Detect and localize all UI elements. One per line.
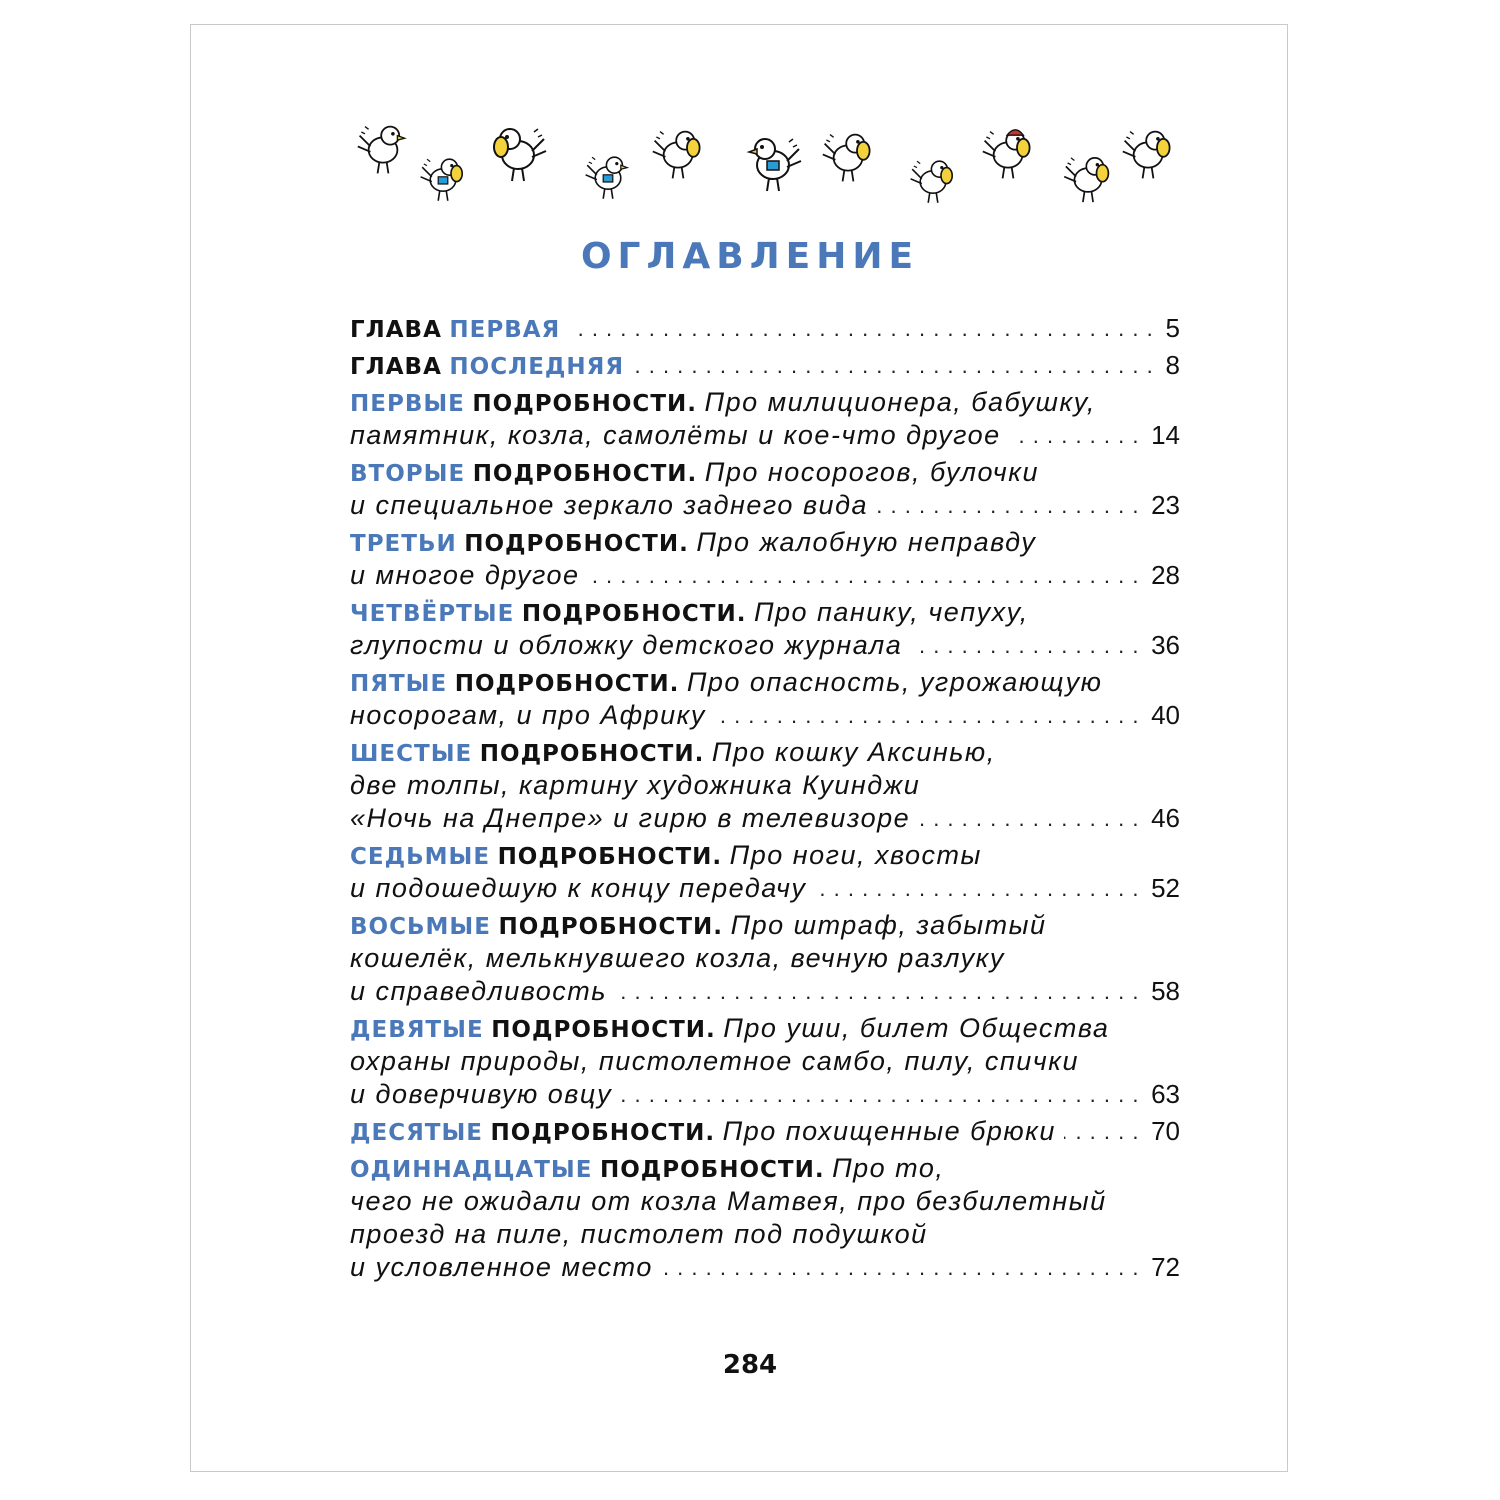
toc-line-text [350,667,1110,697]
toc-page-number: 5 [1162,312,1180,345]
toc-line-text [350,457,1047,487]
ordinal-word: ДЕСЯТЫЕ [350,1120,484,1146]
bird-figure [1064,158,1108,202]
bird-figure [983,130,1030,179]
toc-line-text [350,420,1009,450]
toc-line-text [350,1079,620,1109]
toc-line-text [350,1186,1115,1216]
toc-line [350,1078,1180,1111]
toc-line [350,559,1180,592]
toc-line [350,872,1180,905]
bird-figure [1123,132,1170,179]
details-word: ПОДРОБНОСТИ. [491,1017,716,1043]
entry-description: глупости и обложку детского журнала [350,630,903,660]
toc-line-text [350,313,568,343]
toc-line-text [350,910,1055,940]
toc-line-text [350,1219,936,1249]
entry-description: охраны природы, пистолетное самбо, пилу, спички [350,1046,1080,1076]
toc-entry[interactable] [350,596,1180,662]
birds-svg [348,120,1180,220]
toc-line-text [350,1153,952,1183]
details-word: ПОДРОБНОСТИ. [464,531,689,557]
toc-entry[interactable] [350,1115,1180,1148]
bird-figure [494,129,546,181]
toc-line [350,1218,1180,1251]
ordinal-word: ЧЕТВЁРТЫЕ [350,601,515,627]
toc-line [350,1045,1180,1078]
table-of-contents [350,312,1180,1288]
ordinal-word: ВТОРЫЕ [350,461,466,487]
toc-line-text [350,770,928,800]
ordinal-word: ПЯТЫЕ [350,671,448,697]
ordinal-word: ВОСЬМЫЕ [350,914,491,940]
toc-line-text [350,840,990,870]
toc-entry[interactable] [350,666,1180,732]
toc-entry[interactable] [350,349,1180,382]
toc-entry[interactable] [350,1012,1180,1111]
toc-page-number: 58 [1147,975,1180,1008]
entry-description: Про уши, билет Общества [723,1013,1110,1043]
toc-line [350,1251,1180,1284]
toc-line-text [350,976,615,1006]
birds-illustration [348,120,1180,220]
toc-entry[interactable] [350,386,1180,452]
toc-line [350,386,1180,419]
toc-line [350,839,1180,872]
bird-figure [358,127,405,174]
toc-page-number: 14 [1147,419,1180,452]
toc-line [350,736,1180,769]
entry-description: Про панику, чепуху, [753,597,1029,627]
ordinal-word: ПОСЛЕДНЯЯ [449,354,625,380]
details-word: ПОДРОБНОСТИ. [497,844,723,870]
toc-line [350,802,1180,835]
toc-line [350,909,1180,942]
toc-line [350,489,1180,522]
chapter-label: ГЛАВА [350,317,442,343]
toc-line [350,456,1180,489]
toc-line [350,419,1180,452]
toc-page-number: 36 [1147,629,1180,662]
toc-line [350,1185,1180,1218]
ordinal-word: СЕДЬМЫЕ [350,844,491,870]
bird-figure [911,161,953,203]
toc-entry[interactable] [350,839,1180,905]
toc-page-number: 8 [1162,349,1180,382]
details-word: ПОДРОБНОСТИ. [521,601,747,627]
toc-entry[interactable] [350,312,1180,345]
toc-entry[interactable] [350,456,1180,522]
toc-line-text [350,737,1004,767]
bird-figure [421,159,463,201]
bird-figure [653,132,700,179]
toc-title: ОГЛАВЛЕНИЕ [580,236,920,277]
entry-description: Про милиционера, бабушку, [704,387,1096,417]
toc-line-text [350,1252,661,1282]
details-word: ПОДРОБНОСТИ. [479,741,705,767]
toc-page-number: 28 [1147,559,1180,592]
bird-row [358,127,1170,203]
toc-line-text [350,1116,1064,1146]
entry-description: чего не ожидали от козла Матвея, про безбилетный [350,1186,1107,1216]
bird-figure [586,157,628,199]
details-word: ПОДРОБНОСТИ. [472,461,698,487]
ordinal-word: ОДИННАДЦАТЫЕ [350,1157,593,1183]
toc-line-text [350,490,876,520]
toc-line-text [350,1046,1087,1076]
entry-description: Про похищенные брюки [722,1116,1056,1146]
toc-line-text [350,630,910,660]
toc-line [350,312,1180,345]
toc-line [350,975,1180,1008]
bird-figure [749,139,801,191]
details-word: ПОДРОБНОСТИ. [498,914,724,940]
toc-entry[interactable] [350,736,1180,835]
entry-description: проезд на пиле, пистолет под подушкой [350,1219,928,1249]
toc-entry[interactable] [350,909,1180,1008]
toc-line-text [350,350,632,380]
details-word: ПОДРОБНОСТИ. [454,671,680,697]
entry-description: две толпы, картину художника Куинджи [350,770,921,800]
toc-page-number: 40 [1147,699,1180,732]
entry-description: Про то, [832,1153,945,1183]
toc-page-number: 72 [1147,1251,1180,1284]
toc-page-number: 63 [1147,1078,1180,1111]
toc-line-text [350,803,918,833]
entry-description: и доверчивую овцу [350,1079,613,1109]
toc-page-number: 70 [1147,1115,1180,1148]
toc-entry[interactable] [350,1152,1180,1284]
toc-line [350,349,1180,382]
chapter-label: ГЛАВА [350,354,442,380]
toc-line-text [350,387,1104,417]
toc-line [350,1115,1180,1148]
toc-line-text [350,1013,1117,1043]
toc-line [350,699,1180,732]
ordinal-word: ПЕРВЫЕ [350,391,465,417]
entry-description: Про носорогов, булочки [704,457,1040,487]
entry-description: кошелёк, мелькнувшего козла, вечную разлуку [350,943,1005,973]
details-word: ПОДРОБНОСТИ. [472,391,697,417]
toc-line-text [350,700,714,730]
toc-line [350,629,1180,662]
toc-line-text [350,597,1037,627]
entry-description: и специальное зеркало заднего вида [350,490,869,520]
toc-page-number: 23 [1147,489,1180,522]
entry-description: и многое другое [350,560,580,590]
entry-description: Про ноги, хвосты [729,840,982,870]
toc-line [350,666,1180,699]
ordinal-word: ПЕРВАЯ [449,317,561,343]
toc-line [350,1152,1180,1185]
toc-line [350,596,1180,629]
toc-line [350,1012,1180,1045]
bird-figure [823,135,870,182]
details-word: ПОДРОБНОСТИ. [599,1157,825,1183]
entry-description: Про жалобную неправду [696,527,1037,557]
page-number: 284 [722,1350,778,1380]
toc-line-text [350,527,1044,557]
ordinal-word: ШЕСТЫЕ [350,741,473,767]
entry-description: и справедливость [350,976,607,1006]
entry-description: Про опасность, угрожающую [686,667,1103,697]
toc-entry[interactable] [350,526,1180,592]
toc-page-number: 52 [1147,872,1180,905]
toc-line-text [350,560,588,590]
entry-description: и условленное место [350,1252,653,1282]
ordinal-word: ДЕВЯТЫЕ [350,1017,484,1043]
entry-description: «Ночь на Днепре» и гирю в телевизоре [350,803,911,833]
toc-line-text [350,873,814,903]
toc-page-number: 46 [1147,802,1180,835]
toc-line [350,942,1180,975]
ordinal-word: ТРЕТЬИ [350,531,457,557]
details-word: ПОДРОБНОСТИ. [490,1120,716,1146]
toc-line [350,526,1180,559]
toc-line-text [350,943,1013,973]
entry-description: носорогам, и про Африку [350,700,706,730]
toc-line [350,769,1180,802]
entry-description: памятник, козла, самолёты и кое-что другое [350,420,1001,450]
entry-description: Про кошку Аксинью, [711,737,996,767]
entry-description: и подошедшую к концу передачу [350,873,807,903]
entry-description: Про штраф, забытый [730,910,1047,940]
